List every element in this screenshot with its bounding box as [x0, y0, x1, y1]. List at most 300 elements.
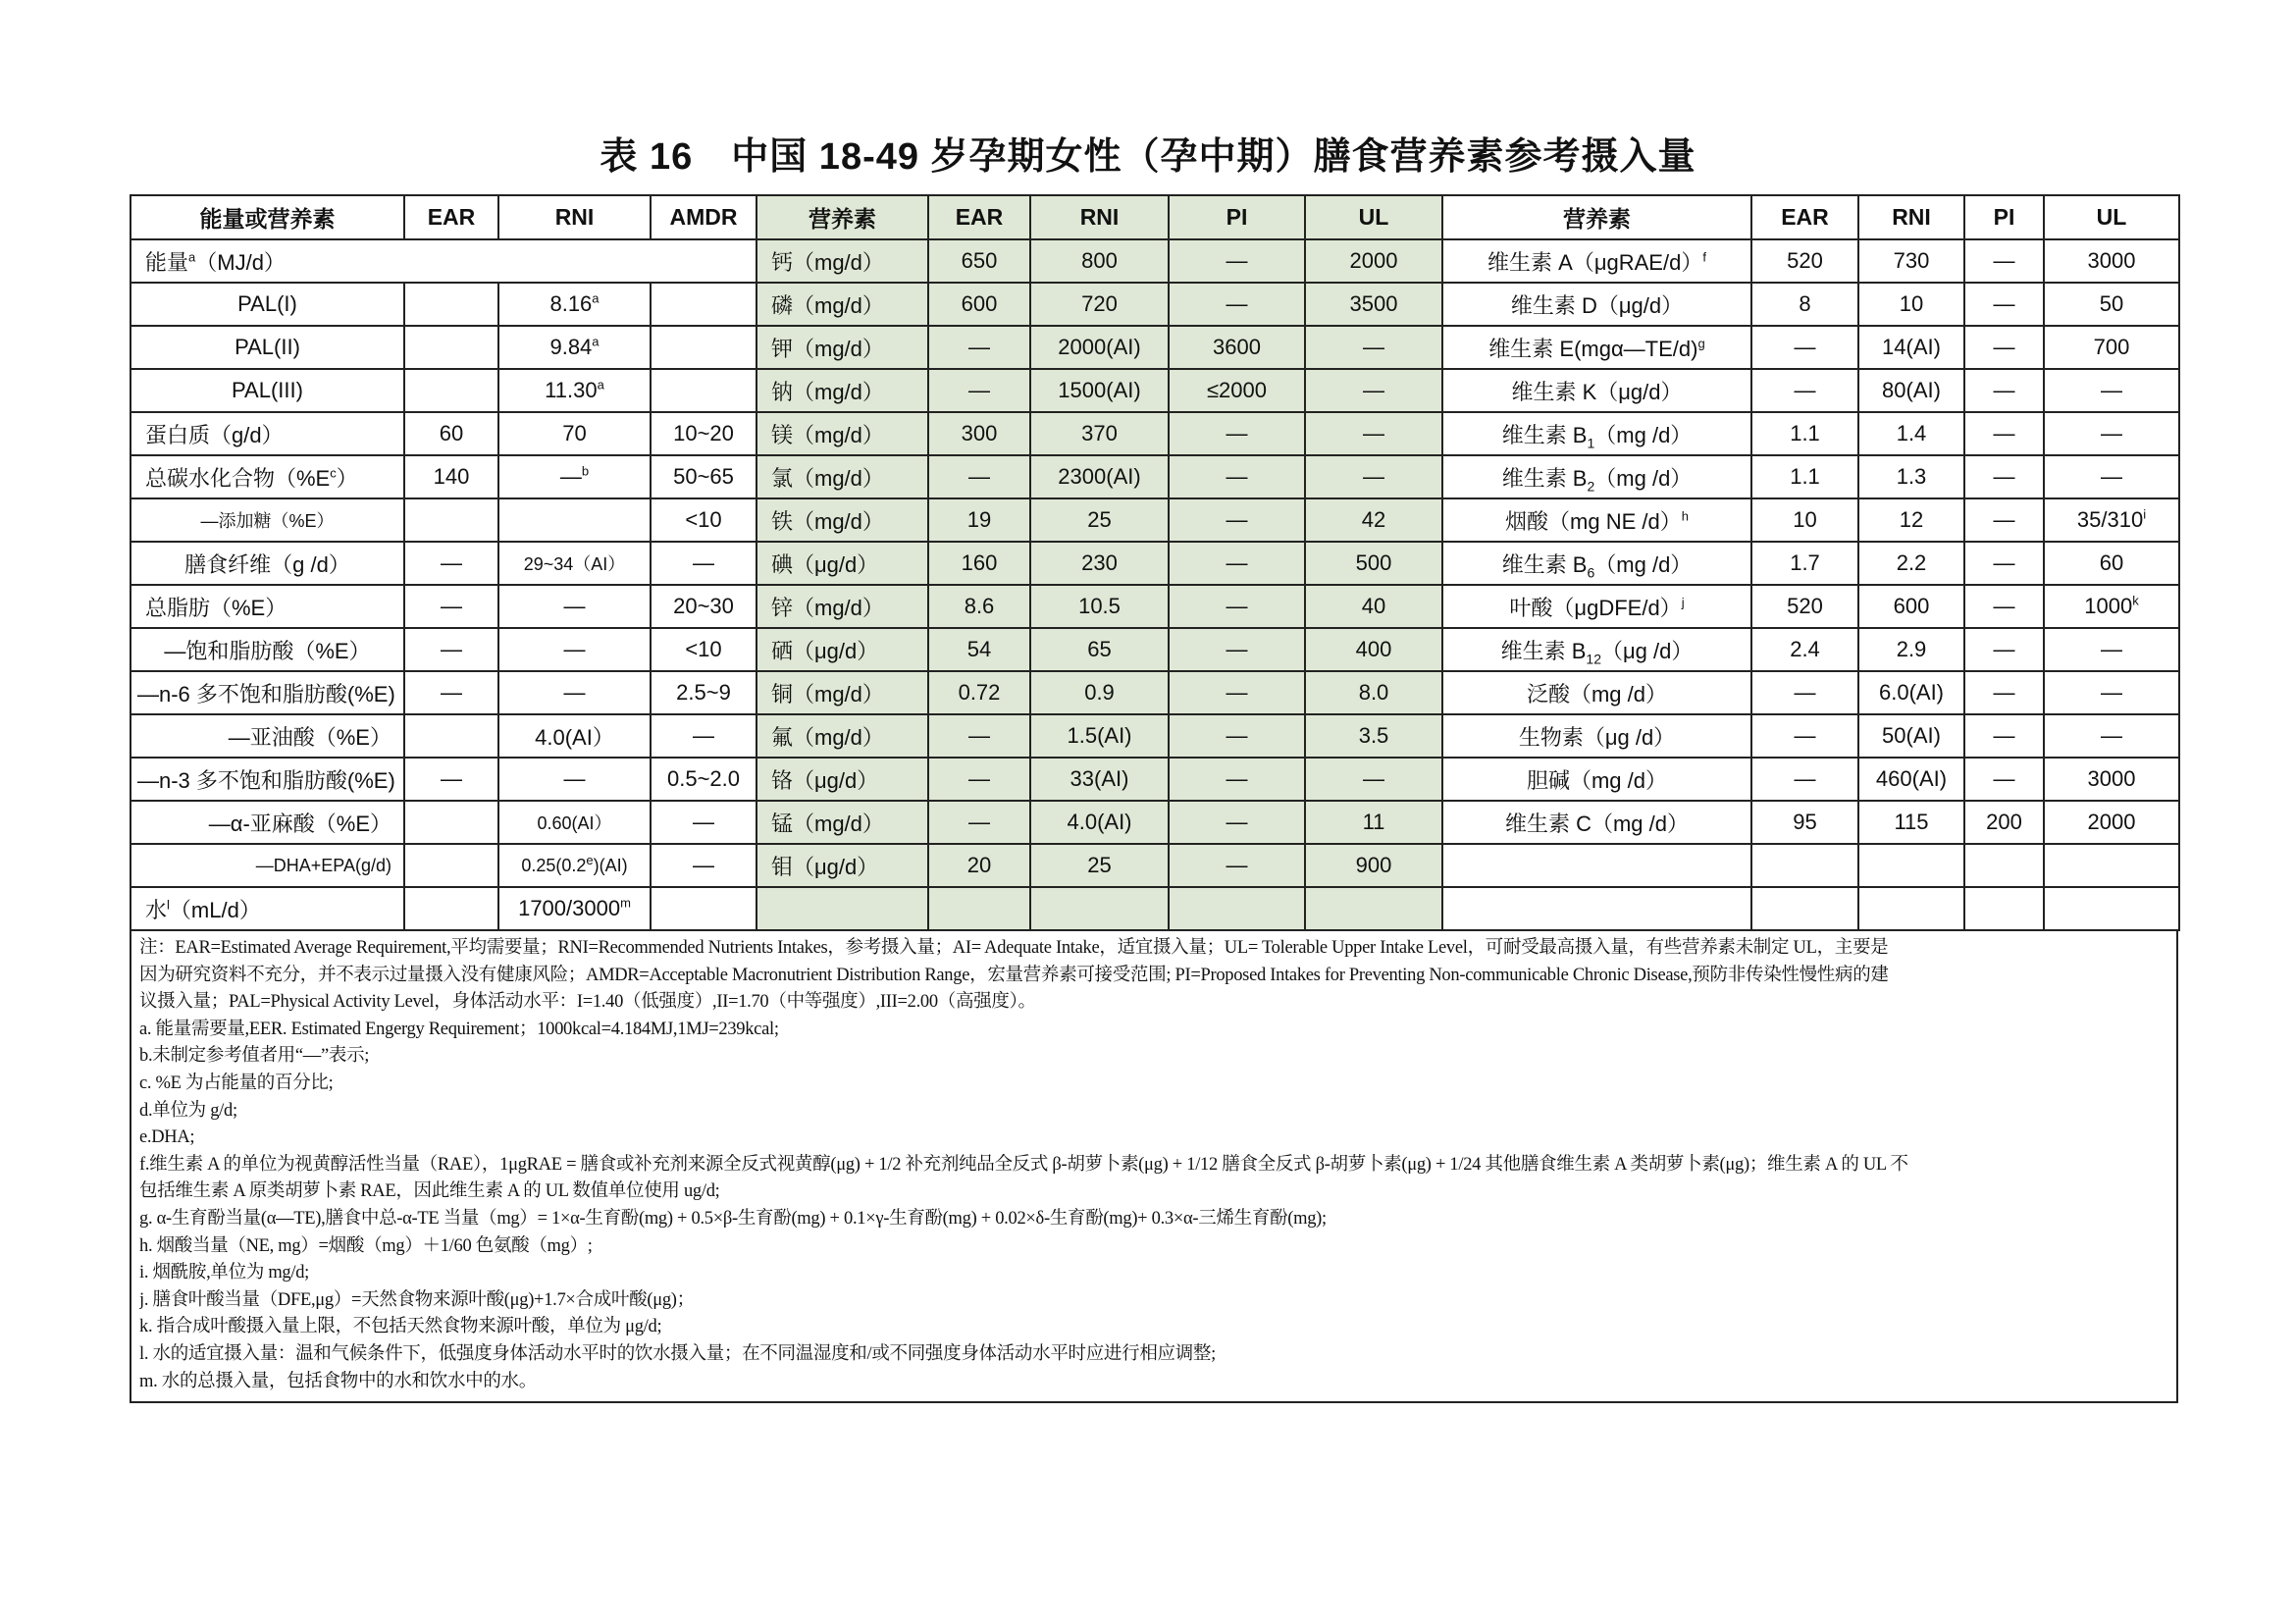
cell-text: 720 [1081, 291, 1118, 316]
vitamin-value-ear [1751, 758, 1858, 801]
footnote-mark: j [1681, 595, 1685, 610]
vitamin-value-ul [2044, 887, 2179, 930]
cell-text: 8.6 [964, 594, 995, 618]
table-row [130, 714, 2179, 758]
left-value-amdr [651, 412, 757, 455]
mineral-name [757, 326, 928, 369]
table-row [130, 369, 2179, 412]
mineral-value-ear [928, 542, 1030, 585]
mineral-name [757, 498, 928, 542]
mineral-value-rni [1030, 758, 1169, 801]
cell-text: —n-3 多不饱和脂肪酸(%E) [137, 767, 395, 793]
mineral-name [757, 844, 928, 887]
cell-text: 160 [961, 550, 998, 575]
vitamin-value-pi [1964, 542, 2044, 585]
table-row [130, 585, 2179, 628]
cell-text: — [1226, 291, 1248, 316]
mineral-value-ear [928, 326, 1030, 369]
cell-text: — [1226, 766, 1248, 791]
mineral-value-ear [928, 239, 1030, 283]
mineral-value-ul [1305, 585, 1442, 628]
footnote-line: f.维生素 A 的单位为视黄醇活性当量（RAE），1μgRAE = 膳食或补充剂来源全反式视黄醇(μg) + 1/2 补充剂纯品全反式 β-胡萝卜素(μg) + 1/12 膳食全反式 β-胡萝卜素(μg) + 1/24 其他膳食维生素 A 类胡萝卜素(μg)；维生素 A 的 UL 不 [139, 1154, 1908, 1175]
mineral-name [757, 801, 928, 844]
cell-text: 能量 [145, 249, 189, 275]
cell-text: — [968, 723, 990, 748]
left-value-ear [404, 455, 498, 498]
cell-text: — [1226, 421, 1248, 445]
footnote-line: 因为研究资料不充分，并不表示过量摄入没有健康风险；AMDR=Acceptable Macronutrient Distribution Range，宏量营养素可接受范围; PI=Proposed Intakes for Preventing Non-communicable Chronic Disease,预防非传染性慢性病的建 [139, 965, 1889, 985]
cell-text: 520 [1787, 248, 1823, 273]
energy-nutrient-name [130, 239, 757, 283]
table-row [130, 239, 2179, 283]
cell-text: UL [1358, 204, 1389, 230]
cell-text: 19 [966, 507, 992, 532]
table-row [130, 671, 2179, 714]
footnote-line: c. %E 为占能量的百分比; [139, 1073, 334, 1093]
cell-text: 0.9 [1084, 680, 1115, 705]
mineral-value-pi [1169, 758, 1305, 801]
vitamin-value-ul [2044, 239, 2179, 283]
mineral-value-ul [1305, 844, 1442, 887]
vitamin-value-ul [2044, 283, 2179, 326]
cell-text: 70 [562, 421, 587, 445]
cell-text: —α-亚麻酸（%E） [208, 811, 391, 836]
footnote-mark: i [2143, 506, 2147, 522]
cell-text: 1500(AI) [1058, 378, 1141, 402]
table-row [130, 844, 2179, 887]
mineral-value-ul [1305, 498, 1442, 542]
cell-text: — [1226, 594, 1248, 618]
mineral-value-pi [1169, 585, 1305, 628]
mineral-value-rni [1030, 369, 1169, 412]
cell-text: 600 [1893, 594, 1930, 618]
mineral-value-ear [928, 628, 1030, 671]
cell-text: PI [1993, 204, 2015, 230]
cell-text: RNI [1079, 204, 1120, 230]
energy-nutrient-name [130, 498, 404, 542]
cell-text: 2000 [2087, 810, 2136, 834]
cell-text: 650 [961, 248, 998, 273]
left-value-ear [404, 369, 498, 412]
cell-text: <10 [685, 507, 722, 532]
cell-text: 钼（μg/d） [771, 854, 879, 879]
vitamin-value-rni [1858, 844, 1964, 887]
vitamin-value-pi [1964, 412, 2044, 455]
cell-text: — [2101, 637, 2122, 661]
vitamin-value-ear [1751, 326, 1858, 369]
left-value-rni [498, 628, 651, 671]
energy-nutrient-name [130, 628, 404, 671]
vitamin-value-rni [1858, 326, 1964, 369]
cell-text: 4.0(AI) [1067, 810, 1132, 834]
table-row [130, 412, 2179, 455]
cell-text: 硒（μg/d） [771, 638, 879, 663]
cell-text: — [1993, 335, 2015, 359]
cell-text: — [441, 550, 462, 575]
table-row [130, 628, 2179, 671]
footnote-line: k. 指合成叶酸摄入量上限，不包括天然食物来源叶酸，单位为 μg/d; [139, 1317, 662, 1337]
cell-text: 0.72 [958, 680, 1001, 705]
column-header [928, 195, 1030, 239]
cell-text: — [1794, 335, 1816, 359]
cell-text: 钠（mg/d） [771, 379, 884, 404]
cell-text: EAR [427, 204, 476, 230]
cell-text: （μg /d） [1601, 638, 1694, 663]
vitamin-value-ear [1751, 801, 1858, 844]
mineral-value-ul [1305, 671, 1442, 714]
cell-text: — [559, 464, 582, 489]
vitamin-value-pi [1964, 455, 2044, 498]
vitamin-name [1442, 283, 1751, 326]
cell-text: 40 [1361, 594, 1386, 618]
cell-text: — [1226, 550, 1248, 575]
mineral-value-pi [1169, 412, 1305, 455]
cell-text: — [693, 853, 714, 877]
left-value-rni [498, 326, 651, 369]
vitamin-name [1442, 498, 1751, 542]
vitamin-value-rni [1858, 714, 1964, 758]
footnote-line: 注：EAR=Estimated Average Requirement,平均需要量；RNI=Recommended Nutrients Intakes，参考摄入量；AI= Adequate Intake，适宜摄入量；UL= Tolerable Upper Intake Level，可耐受最高摄入量，有些营养素未制定 UL，主要是 [139, 938, 1889, 958]
cell-text: — [968, 810, 990, 834]
cell-text: — [1993, 550, 2015, 575]
cell-text: — [1993, 421, 2015, 445]
cell-text: 烟酸（mg NE /d） [1505, 508, 1682, 534]
energy-nutrient-name [130, 671, 404, 714]
footnote-mark: g [1697, 336, 1705, 351]
footnote-line: 包括维生素 A 原类胡萝卜素 RAE，因此维生素 A 的 UL 数值单位使用 ug/d; [139, 1181, 720, 1202]
mineral-value-pi [1169, 455, 1305, 498]
footnote-mark: a [592, 334, 600, 349]
cell-text: 115 [1894, 810, 1929, 834]
vitamin-value-rni [1858, 412, 1964, 455]
mineral-name [757, 239, 928, 283]
vitamin-value-ul [2044, 455, 2179, 498]
left-value-ear [404, 585, 498, 628]
cell-text: — [1363, 421, 1384, 445]
vitamin-value-pi [1964, 585, 2044, 628]
cell-text: — [1993, 248, 2015, 273]
cell-text: 35/310 [2076, 507, 2144, 532]
footnote-line: b.未制定参考值者用“—”表示; [139, 1046, 370, 1067]
energy-nutrient-name [130, 844, 404, 887]
energy-nutrient-name [130, 714, 404, 758]
footnotes [130, 931, 2178, 1403]
footnote-mark: e [586, 852, 594, 867]
vitamin-name [1442, 412, 1751, 455]
left-value-rni [498, 369, 651, 412]
vitamin-name [1442, 887, 1751, 930]
cell-text: 3500 [1349, 291, 1398, 316]
cell-text: —饱和脂肪酸（%E） [164, 638, 371, 663]
mineral-name [757, 455, 928, 498]
mineral-value-rni [1030, 628, 1169, 671]
subscript: 2 [1587, 477, 1595, 494]
left-value-amdr [651, 714, 757, 758]
left-value-rni [498, 585, 651, 628]
mineral-value-ear [928, 671, 1030, 714]
vitamin-value-ul [2044, 801, 2179, 844]
vitamin-value-ear [1751, 628, 1858, 671]
cell-text: — [2101, 378, 2122, 402]
left-value-ear [404, 283, 498, 326]
mineral-value-ul [1305, 758, 1442, 801]
vitamin-value-rni [1858, 369, 1964, 412]
cell-text: 叶酸（μgDFE/d） [1509, 595, 1682, 620]
mineral-value-pi [1169, 369, 1305, 412]
vitamin-value-ul [2044, 542, 2179, 585]
vitamin-value-pi [1964, 326, 2044, 369]
vitamin-value-ear [1751, 671, 1858, 714]
cell-text: 50(AI) [1882, 723, 1941, 748]
mineral-value-pi [1169, 714, 1305, 758]
vitamin-value-ul [2044, 758, 2179, 801]
cell-text: — [1794, 378, 1816, 402]
footnote-mark: h [1681, 508, 1689, 524]
footnote-line: a. 能量需要量,EER. Estimated Engergy Requirement；1000kcal=4.184MJ,1MJ=239kcal; [139, 1019, 779, 1039]
cell-text: 730 [1893, 248, 1930, 273]
vitamin-value-pi [1964, 498, 2044, 542]
left-value-ear [404, 887, 498, 930]
energy-nutrient-name [130, 887, 404, 930]
vitamin-value-rni [1858, 239, 1964, 283]
mineral-value-rni [1030, 498, 1169, 542]
mineral-value-rni [1030, 585, 1169, 628]
mineral-value-rni [1030, 671, 1169, 714]
vitamin-value-ul [2044, 844, 2179, 887]
left-value-amdr [651, 326, 757, 369]
cell-text: 60 [439, 421, 464, 445]
mineral-value-ul [1305, 326, 1442, 369]
cell-text: 20 [966, 853, 992, 877]
cell-text: — [1794, 723, 1816, 748]
cell-text: 铁（mg/d） [771, 508, 884, 534]
cell-text: — [1226, 507, 1248, 532]
footnote-mark: a [597, 377, 604, 393]
nutrient-table [130, 194, 2180, 931]
cell-text: — [1363, 464, 1384, 489]
cell-text: 1000 [2084, 594, 2133, 618]
column-header [498, 195, 651, 239]
mineral-value-ul [1305, 455, 1442, 498]
cell-text: — [563, 594, 586, 618]
vitamin-value-pi [1964, 714, 2044, 758]
cell-text: — [563, 766, 586, 791]
cell-text: — [693, 723, 714, 748]
cell-text: 370 [1081, 421, 1118, 445]
left-value-amdr [651, 283, 757, 326]
cell-text: —亚油酸（%E） [228, 724, 391, 750]
left-value-amdr [651, 671, 757, 714]
vitamin-value-rni [1858, 498, 1964, 542]
mineral-name [757, 542, 928, 585]
cell-text: 9.84 [549, 335, 593, 359]
footnote-mark: b [581, 463, 590, 479]
vitamin-name [1442, 542, 1751, 585]
cell-text: — [563, 637, 586, 661]
cell-text: 氟（mg/d） [771, 724, 884, 750]
cell-text: 1.1 [1790, 421, 1820, 445]
cell-text: 维生素 B [1501, 551, 1588, 577]
cell-text: 3600 [1213, 335, 1261, 359]
cell-text: 营养素 [809, 206, 876, 232]
vitamin-value-ear [1751, 542, 1858, 585]
left-value-rni [498, 498, 651, 542]
mineral-value-pi [1169, 801, 1305, 844]
left-value-rni [498, 758, 651, 801]
cell-text: （mL/d） [169, 897, 261, 922]
cell-text: 900 [1355, 853, 1392, 877]
mineral-value-pi [1169, 326, 1305, 369]
left-value-ear [404, 671, 498, 714]
mineral-value-ear [928, 801, 1030, 844]
cell-text: 230 [1081, 550, 1118, 575]
mineral-value-rni [1030, 844, 1169, 887]
cell-text: 维生素 B [1501, 422, 1588, 447]
cell-text: 维生素 B [1501, 465, 1588, 491]
subscript: 12 [1586, 650, 1601, 666]
cell-text: — [968, 766, 990, 791]
cell-text: 3000 [2087, 766, 2136, 791]
mineral-value-rni [1030, 412, 1169, 455]
table-title: 表 16 中国 18-49 岁孕期女性（孕中期）膳食营养素参考摄入量 [600, 136, 1696, 178]
cell-text: — [1993, 378, 2015, 402]
energy-nutrient-name [130, 455, 404, 498]
left-value-amdr [651, 801, 757, 844]
left-value-rni [498, 455, 651, 498]
cell-text: 2.2 [1896, 550, 1927, 575]
vitamin-value-rni [1858, 628, 1964, 671]
left-value-ear [404, 498, 498, 542]
cell-text: 胆碱（mg /d） [1526, 767, 1668, 793]
cell-text: 1.4 [1896, 421, 1927, 445]
header-row [130, 195, 2179, 239]
cell-text: 140 [433, 464, 470, 489]
cell-text: 600 [961, 291, 998, 316]
mineral-value-rni [1030, 455, 1169, 498]
cell-text: 3000 [2087, 248, 2136, 273]
left-value-amdr [651, 887, 757, 930]
cell-text: 维生素 C（mg /d） [1504, 811, 1690, 836]
cell-text: — [1226, 723, 1248, 748]
vitamin-value-pi [1964, 758, 2044, 801]
cell-text: 维生素 K（μg/d） [1511, 379, 1683, 404]
mineral-name [757, 628, 928, 671]
vitamin-value-rni [1858, 542, 1964, 585]
cell-text: — [441, 766, 462, 791]
cell-text: 80(AI) [1882, 378, 1941, 402]
vitamin-name [1442, 239, 1751, 283]
cell-text: — [441, 680, 462, 705]
table-row [130, 455, 2179, 498]
cell-text: 生物素（μg /d） [1518, 724, 1676, 750]
vitamin-name [1442, 585, 1751, 628]
vitamin-value-pi [1964, 887, 2044, 930]
column-header [2044, 195, 2179, 239]
cell-text: — [968, 378, 990, 402]
left-value-rni [498, 801, 651, 844]
cell-text: 锌（mg/d） [771, 595, 884, 620]
cell-text: 460(AI) [1875, 766, 1948, 791]
mineral-value-rni [1030, 239, 1169, 283]
mineral-name [757, 887, 928, 930]
cell-text: 8.0 [1358, 680, 1389, 705]
vitamin-value-ul [2044, 412, 2179, 455]
vitamin-value-rni [1858, 758, 1964, 801]
table-row [130, 498, 2179, 542]
left-value-rni [498, 714, 651, 758]
left-value-ear [404, 326, 498, 369]
cell-text: 12 [1899, 507, 1924, 532]
cell-text: （mg /d） [1594, 551, 1693, 577]
cell-text: 氯（mg/d） [771, 465, 884, 491]
cell-text: — [1794, 680, 1816, 705]
vitamin-name [1442, 801, 1751, 844]
cell-text: —n-6 多不饱和脂肪酸(%E) [137, 681, 395, 707]
cell-text: 10~20 [673, 421, 734, 445]
cell-text: 铜（mg/d） [771, 681, 884, 707]
left-value-rni [498, 844, 651, 887]
cell-text: 10.5 [1078, 594, 1121, 618]
mineral-value-pi [1169, 239, 1305, 283]
footnote-line: i. 烟酰胺,单位为 mg/d; [139, 1263, 310, 1283]
footnote-line: l. 水的适宜摄入量：温和气候条件下，低强度身体活动水平时的饮水摄入量；在不同温湿度和/或不同强度身体活动水平时应进行相应调整; [139, 1343, 1216, 1364]
left-value-ear [404, 412, 498, 455]
vitamin-name [1442, 326, 1751, 369]
column-header [1858, 195, 1964, 239]
cell-text: — [1794, 766, 1816, 791]
mineral-value-rni [1030, 887, 1169, 930]
mineral-value-ul [1305, 887, 1442, 930]
mineral-value-rni [1030, 801, 1169, 844]
cell-text: 6.0(AI) [1878, 680, 1945, 705]
cell-text: 200 [1986, 810, 2022, 834]
cell-text: — [968, 335, 990, 359]
vitamin-value-ear [1751, 498, 1858, 542]
cell-text: 1700/3000 [518, 896, 621, 920]
cell-text: —DHA+EPA(g/d) [255, 855, 391, 875]
mineral-value-ul [1305, 239, 1442, 283]
cell-text: 锰（mg/d） [771, 811, 884, 836]
vitamin-value-ul [2044, 628, 2179, 671]
footnote-mark: c [330, 465, 337, 481]
cell-text: 8 [1799, 291, 1811, 316]
mineral-value-ul [1305, 628, 1442, 671]
left-value-ear [404, 801, 498, 844]
cell-text: 50~65 [673, 464, 734, 489]
column-header [757, 195, 928, 239]
cell-text: 42 [1361, 507, 1386, 532]
left-value-ear [404, 758, 498, 801]
mineral-value-rni [1030, 283, 1169, 326]
cell-text: 54 [966, 637, 992, 661]
left-value-ear [404, 844, 498, 887]
column-header [404, 195, 498, 239]
table-row [130, 283, 2179, 326]
nutrient-table-container [130, 194, 2178, 1403]
mineral-value-pi [1169, 283, 1305, 326]
mineral-value-rni [1030, 326, 1169, 369]
vitamin-name [1442, 714, 1751, 758]
cell-text: 500 [1355, 550, 1392, 575]
cell-text: 维生素 E(mgα—TE/d) [1488, 336, 1698, 361]
mineral-value-ear [928, 714, 1030, 758]
cell-text: EAR [955, 204, 1004, 230]
vitamin-value-ul [2044, 369, 2179, 412]
cell-text: 磷（mg/d） [771, 292, 884, 318]
vitamin-value-pi [1964, 671, 2044, 714]
footnote-mark: l [167, 897, 170, 913]
subscript: 6 [1587, 563, 1595, 580]
